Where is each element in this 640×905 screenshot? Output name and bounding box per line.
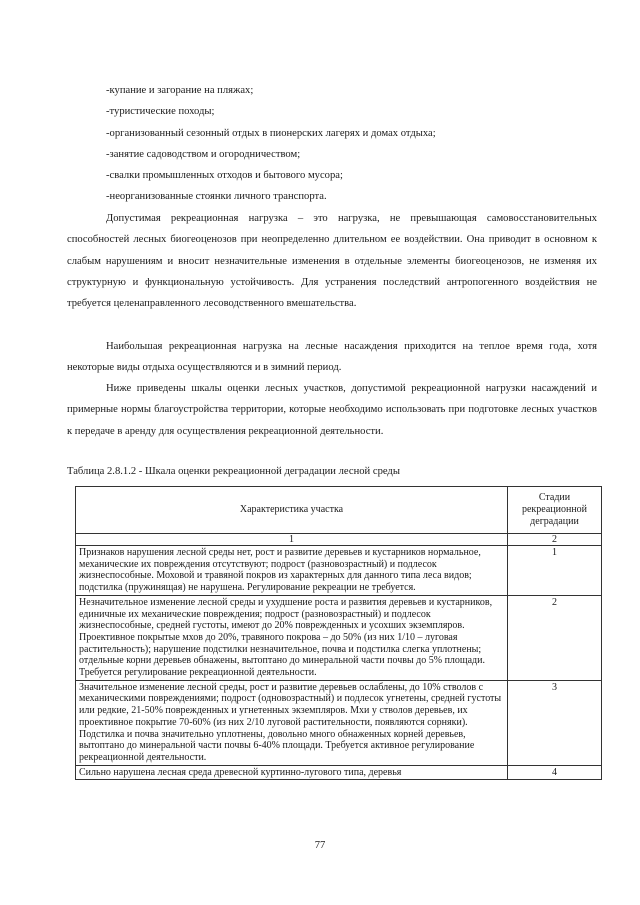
row-description: Признаков нарушения лесной среды нет, рост и развитие деревьев и кустарников нормальное, механические их повреждения отсутствуют; подрост (разновозрастный) и подлесок жизнеспособные. Моховой и травяной покров из характерных для данного типа леса видов; подстилка (пружинящая) не нарушена. Регулирование рекреации не требуется. [76, 546, 508, 596]
paragraph-scales-intro: Ниже приведены шкалы оценки лесных участков, допустимой рекреационной нагрузки насаждений и примерные нормы благоустройства территории, которые необходимо использовать при подготовке лесных участков к передаче в аренду для осуществления рекреационной деятельности. [67, 383, 597, 437]
column-number: 2 [508, 534, 602, 546]
row-description: Незначительное изменение лесной среды и ухудшение роста и развития деревьев и кустарников, единичные их механические повреждения; подрост (разновозрастный) и подлесок жизнеспособные, средней густоты, имеют до 20% поврежденных и усохших экземпляров. Проективное покрытые мхов до 20%, травяного покрова – до 50% (из них 1/10 – луговая растительность); нарушение подстилки незначительное, почва и подстилка слегка уплотнены; отдельные корни деревьев обнажены, вытоптано до минеральной части почвы до 5% площади. Требуется регулирование рекреационной деятельности. [76, 595, 508, 680]
table-caption: Таблица 2.8.1.2 - Шкала оценки рекреационной деградации лесной среды [67, 466, 400, 477]
table-row [76, 765, 602, 780]
row-description: Сильно нарушена лесная среда древесной куртинно-лугового типа, деревья [76, 765, 508, 780]
row-stage: 4 [508, 765, 602, 780]
bullet-item: -купание и загорание на пляжах; [106, 85, 254, 96]
column-number-row [76, 534, 602, 546]
paragraph-permissible-load: Допустимая рекреационная нагрузка – это нагрузка, не превышающая самовосстановительных способностей лесных биогеоценозов при неопределенно длительном ее воздействии. Она приводит в основном к слабым нарушениям и вносит незначительные изменения в отдельные элементы биогеоценозов, не изменяя их структурную и функциональную устойчивость. Для устранения последствий антропогенного воздействия не требуется целенаправленного лесоводственного вмешательства. [67, 213, 597, 310]
table-row [76, 546, 602, 596]
bullet-item: -туристические походы; [106, 106, 215, 118]
row-stage: 3 [508, 680, 602, 765]
bullet-item: -организованный сезонный отдых в пионерских лагерях и домах отдыха; [106, 127, 436, 139]
table-header-row [76, 487, 602, 534]
row-description: Значительное изменение лесной среды, рост и развитие деревьев ослаблены, до 10% стволов с механическими повреждениями; подрост (одновозрастный) и подлесок угнетены, средней густоты или редкие, 21-50% поврежденных и угнетенных экземпляров. Мхи у стволов деревьев, их проективное покрытие 70-60% (из них 2/10 луговой растительности, появляются сорняки). Подстилка и почва значительно уплотнены, довольно много обнаженных корней деревьев, вытоптано до минеральной части почвы 6-40% площади. Требуется активное регулирование рекреационной деятельности. [76, 680, 508, 765]
table-row [76, 680, 602, 765]
bullet-list [106, 80, 606, 208]
table-row [76, 595, 602, 680]
row-stage: 2 [508, 595, 602, 680]
page-number: 77 [314, 840, 326, 851]
bullet-item: -свалки промышленных отходов и бытового мусора; [106, 170, 343, 182]
row-stage: 1 [508, 546, 602, 596]
header-stage: Стадии рекреационной деградации [508, 487, 602, 534]
header-characteristic: Характеристика участка [76, 487, 508, 534]
degradation-table [75, 486, 602, 780]
paragraph-max-load-season: Наибольшая рекреационная нагрузка на лесные насаждения приходится на теплое время года, хотя некоторые виды отдыха осуществляются и в зимний период. [67, 341, 597, 374]
bullet-item: -занятие садоводством и огородничеством; [106, 148, 301, 160]
column-number: 1 [76, 534, 508, 546]
bullet-item: -неорганизованные стоянки личного транспорта. [106, 191, 327, 203]
